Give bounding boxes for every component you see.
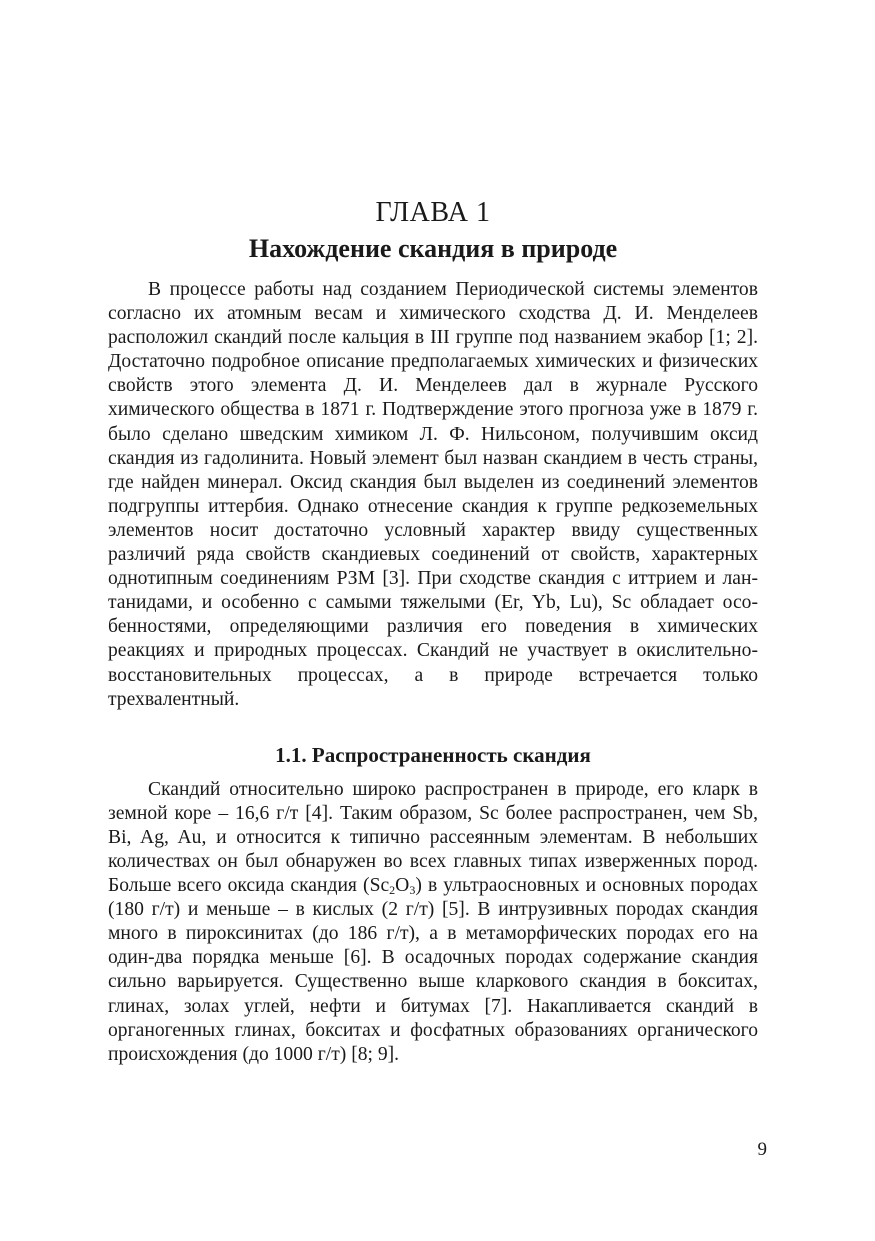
chapter-title: Нахождение скандия в природе: [248, 234, 618, 263]
section-title: 1.1. Распространенность скандия: [275, 742, 591, 767]
page-content: [108, 196, 758, 1067]
formula-subscript-2: 2: [389, 883, 396, 898]
section-paragraph: [108, 778, 758, 1067]
section-paragraph-part1: Скандий относительно широко распространен в природе, его кларк в земной коре – 16,6 г/т [4]. Таким образом, Sc более распространен, чем Sb, Bi, Ag, Au, и относится к типично рассеянным элементам. В небольших количествах он был обнаружен во всех главных типах изверженных пород. Больше всего оксида скандия (Sc: [108, 778, 758, 897]
intro-paragraph: В процессе работы над созданием Периодической системы элементов согласно их атомным весам и химического сходства Д. И. Менделеев расположил скандий после кальция в III группе под названием экабор [1; 2]. Достаточно подробное описание предполагаемых химических и физических свойств этого элемента Д. И. Менделеев дал в журнале Русского химического общества в 1871 г. Подтверждение этого прогноза уже в 1879 г. было сделано шведским химиком Л. Ф. Нильсоном, получившим оксид скандия из гадолинита. Новый элемент был назван скандием в честь страны, где найден минерал. Оксид скандия был выделен из соединений элементов подгруппы иттербия. Однако отнесение скандия к группе редкоземельных элементов носит достаточно условный характер ввиду существенных различий ряда свойств скандиевых соединений от свойств, характерных однотипным соединениям РЗМ [3]. При сходстве скандия с иттрием и лантанидами, и особенно с самыми тяжелыми (Er, Yb, Lu), Sc обладает особенностями, определяющими различия его поведения в химических реакциях и природных процессах. Скандий не участвует в окислительно-восстановительных процессах, а в природе встречается только трехвалентный.: [108, 279, 758, 710]
section-paragraph-part2: ) в ультраосновных и основных породах (180 г/т) и меньше – в кислых (2 г/т) [5]. В интрузивных породах скандия много в пироксинитах (до 186 г/т), а в метаморфических породах его на один-два порядка меньше [6]. В осадочных породах содержание скандия сильно варьируется. Существенно выше кларкового скандия в бокситах, глинах, золах углей, нефти и битумах [7]. Накапливается скандий в органогенных глинах, бокситах и фосфатных образованиях органического происхождения (до 1000 г/т) [8; 9].: [108, 875, 758, 1065]
chapter-label: ГЛАВА 1: [375, 197, 491, 228]
formula-oxygen: O: [395, 875, 410, 897]
formula-subscript-3: 3: [409, 883, 416, 898]
page-number: 9: [757, 1139, 767, 1160]
